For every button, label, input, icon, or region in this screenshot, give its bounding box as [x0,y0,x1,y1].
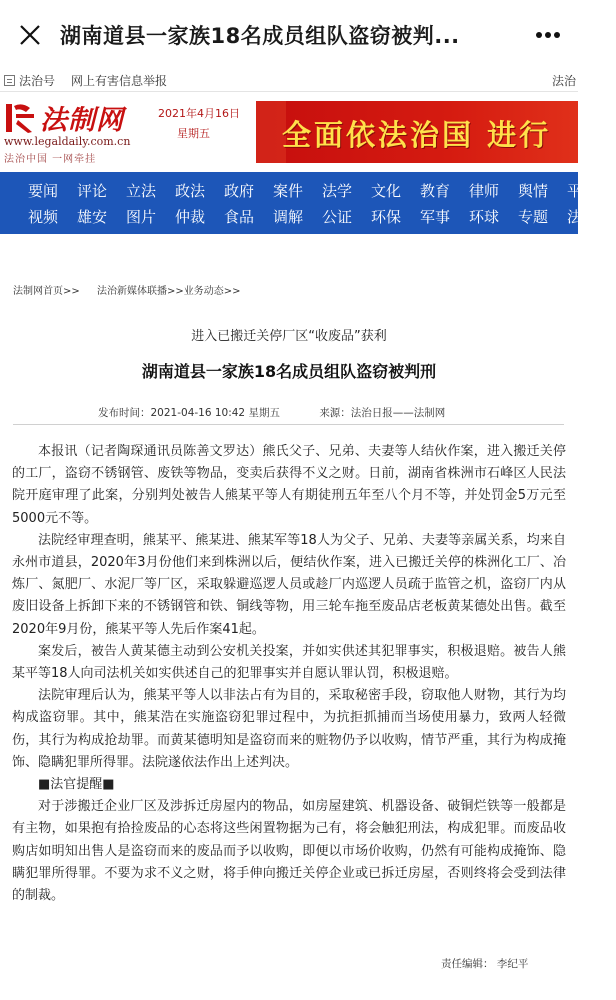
nav-item[interactable]: 食品 [224,208,255,226]
site-slogan: 法治中国 一网牵挂 [4,154,97,165]
breadcrumb [13,282,254,297]
nav-item[interactable]: 仲裁 [175,208,206,226]
page-title: 湖南道县一家族18名成员组队盗窃被判... [60,24,460,48]
nav-row-2 [28,206,616,227]
nav-item[interactable]: 环保 [371,208,402,226]
topline-right-link[interactable]: 法治 [551,74,576,88]
nav-item[interactable]: 法 [567,208,583,226]
nav-item[interactable]: 图片 [126,208,157,226]
app-bar [0,0,578,70]
publish-time: 发布时间：2021-04-16 10:42 星期五 [98,407,280,419]
nav-item[interactable]: 雄安 [77,208,108,226]
top-utility-bar [0,70,578,92]
site-url: www.legaldaily.com.cn [4,135,131,148]
logo-emblem-icon [4,100,38,134]
responsible-editor: 责任编辑： 李纪平 [441,958,529,970]
fazhihao-link[interactable] [4,72,55,89]
article-paragraph: 对于涉搬迁企业厂区及涉拆迁房屋内的物品，如房屋建筑、机器设备、破铜烂铁等一般都是有主物，如果抱有拾捡废品的心态将这些闲置物据为己有，将会触犯刑法，构成犯罪。而废品收购店如明知出售人是盗窃而来的废品而予以收购，即便以市场价收购，仍然有可能构成掩饰、隐瞒犯罪所得罪。不要为求不义之财，将手伸向搬迁关停企业或已拆迁房屋，否则终将会受到法律的制裁。 [12,799,566,904]
nav-item[interactable]: 舆情 [518,182,549,200]
logo-text: 法制网 [40,105,124,136]
nav-row-1 [28,180,616,201]
nav-item[interactable]: 立法 [126,182,157,200]
nav-item[interactable]: 政府 [224,182,255,200]
article-subhead: 进入已搬迁关停厂区“收废品”获利 [191,329,387,344]
more-button[interactable] [518,0,578,70]
nav-item[interactable]: 军事 [420,208,451,226]
site-banner [0,93,578,171]
nav-item[interactable]: 教育 [420,182,451,200]
article-body [12,441,566,907]
site-logo[interactable] [4,98,128,136]
nav-item[interactable]: 调解 [273,208,304,226]
article-paragraph: 案发后，被告人黄某德主动到公安机关投案，并如实供述其犯罪事实，积极退赔。被告人熊某平等18人向司法机关如实供述自己的犯罪事实并自愿认罪认罚，积极退赔。 [12,643,566,682]
nav-item[interactable]: 评论 [77,182,108,200]
nav-item[interactable]: 环球 [469,208,500,226]
nav-item[interactable]: 法学 [322,182,353,200]
nav-item[interactable]: 文化 [371,182,402,200]
breadcrumb-home[interactable]: 法制网首页>> [13,286,80,297]
nav-item[interactable]: 视频 [28,208,59,226]
ad-text: 全面依法治国 进行 [282,118,552,152]
article-source: 来源：法治日报——法制网 [319,407,446,419]
nav-item[interactable]: 要闻 [28,182,59,200]
breadcrumb-section[interactable]: 法治新媒体联播>>业务动态>> [96,286,241,297]
nav-item[interactable]: 政法 [175,182,206,200]
document-icon [4,75,15,86]
article-paragraph: 法院审理后认为，熊某平等人以非法占有为目的，采取秘密手段，窃取他人财物，其行为均构成盗窃罪。其中，熊某浩在实施盗窃犯罪过程中，为抗拒抓捕而当场使用暴力，致两人轻微伤，其行为构成抢劫罪。而黄某德明知是盗窃而来的赃物仍予以收购，情节严重，其行为构成掩饰、隐瞒犯罪所得罪。法院遂依法作出上述判决。 [12,688,566,770]
judge-tip-heading: ■法官提醒■ [38,777,115,793]
close-icon [19,24,41,46]
main-nav [0,172,583,234]
banner-ad[interactable] [256,101,578,163]
report-link[interactable]: 网上有害信息举报 [71,74,168,88]
nav-item[interactable]: 公证 [322,208,353,226]
more-icon [535,31,561,39]
fazhihao-label: 法治号 [19,74,56,88]
article-paragraph: 法院经审理查明，熊某平、熊某进、熊某军等18人为父子、兄弟、夫妻等亲属关系，均来自永州市道县，2020年3月份他们来到株洲以后，便结伙作案，进入已搬迁关停的株洲化工厂、冶炼厂、氮肥厂、水泥厂等厂区，采取躲避巡逻人员或趁厂内巡逻人员疏于监管之机，盗窃厂内从废旧设备上拆卸下来的不锈钢管和铁、铜线等物，用三轮车拖至废品店老板黄某德处出售。截至2020年9月份，熊某平等人先后作案41起。 [12,532,566,637]
divider [13,424,564,425]
article-paragraph: 本报讯（记者陶琛通讯员陈善文罗达）熊氏父子、兄弟、夫妻等人结伙作案，进入搬迁关停的工厂，盗窃不锈钢管、废铁等物品，变卖后获得不义之财。日前，湖南省株洲市石峰区人民法院开庭审理了此案，分别判处被告人熊某平等人有期徒刑五年至八个月不等，并处罚金5万元至5000元不等。 [12,444,566,526]
close-button[interactable] [0,0,60,70]
banner-weekday: 星期五 [177,127,210,140]
article-headline: 湖南道县一家族18名成员组队盗窃被判刑 [141,362,437,381]
banner-date: 2021年4月16日 [158,107,240,120]
nav-item[interactable]: 专题 [518,208,549,226]
article-meta [98,405,445,420]
nav-item[interactable]: 平 [567,182,583,200]
nav-item[interactable]: 案件 [273,182,304,200]
nav-item[interactable]: 律师 [469,182,500,200]
